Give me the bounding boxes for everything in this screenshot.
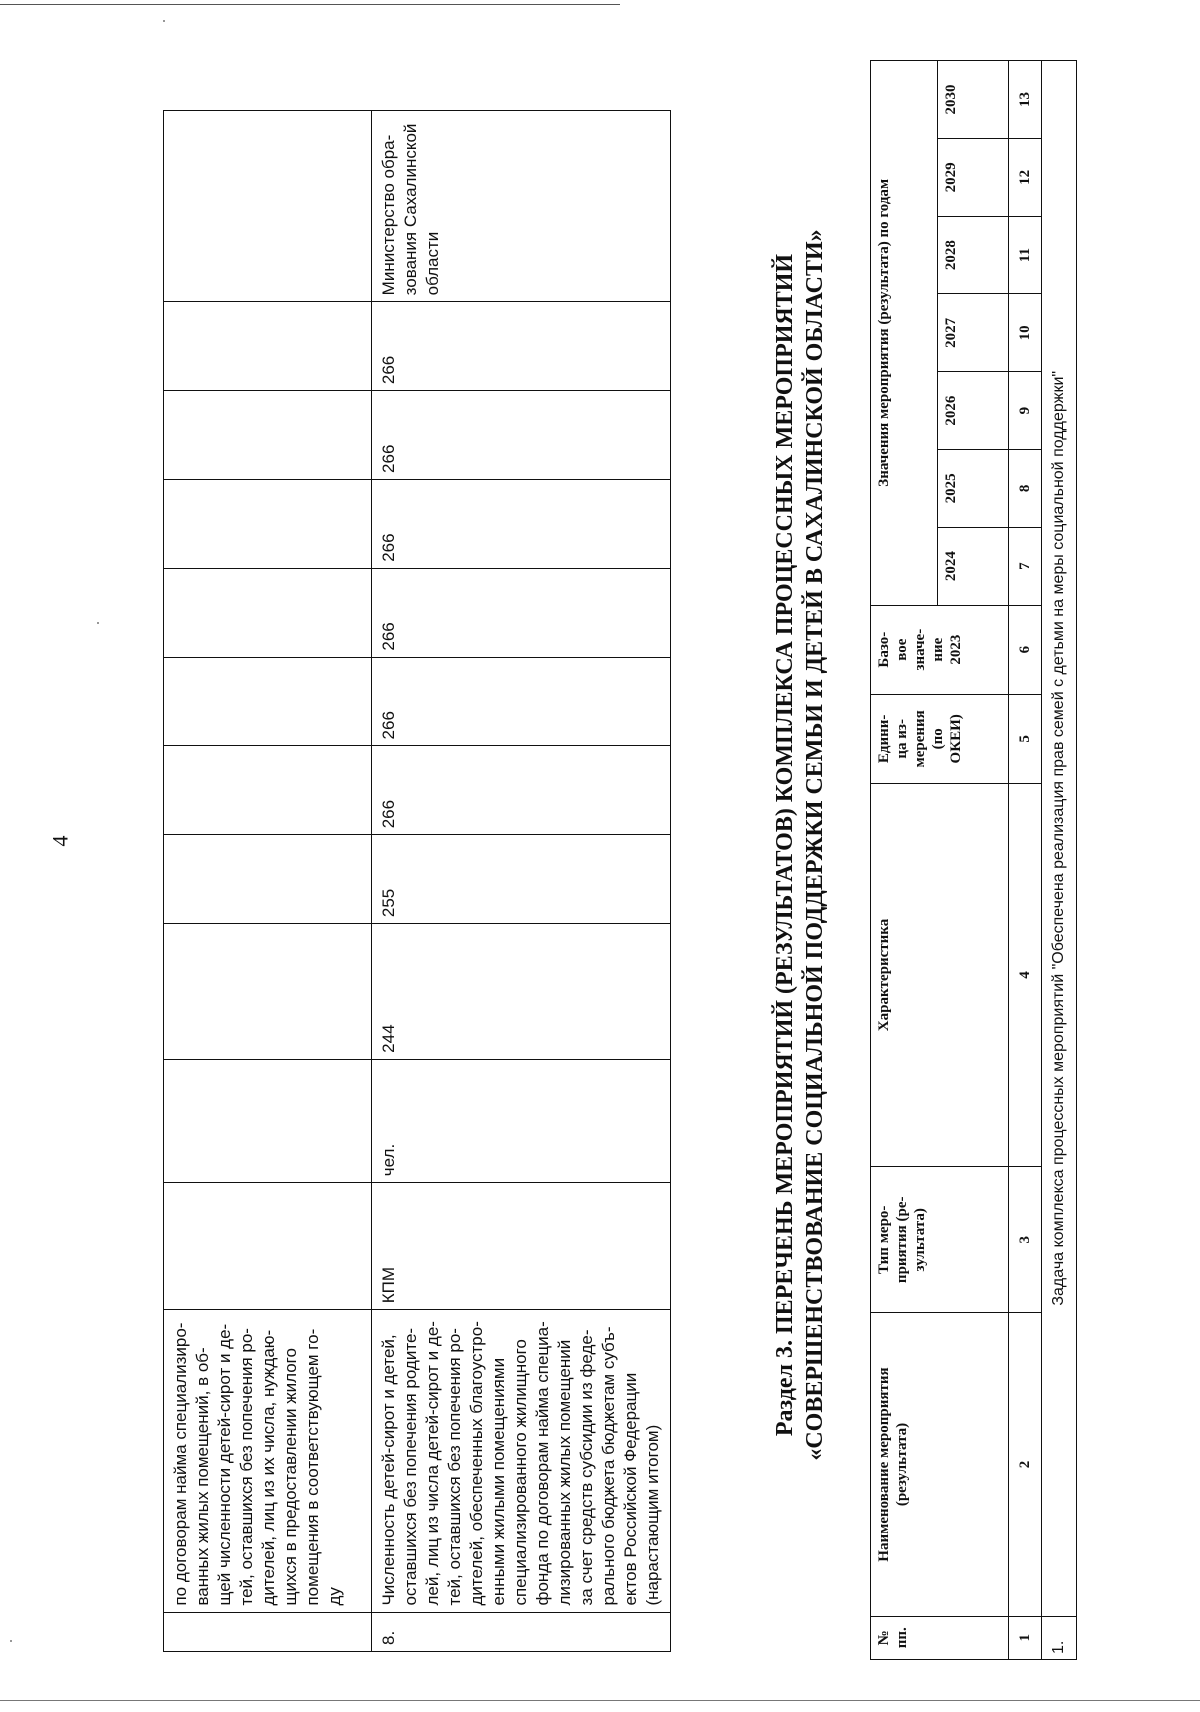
value-2029: [164, 391, 372, 480]
column-number: 1: [1009, 1616, 1042, 1659]
value-2026: 266: [372, 657, 671, 746]
indicator-unit: чел.: [372, 1059, 671, 1182]
column-number: 4: [1009, 783, 1042, 1166]
value-2024: 255: [372, 835, 671, 924]
indicator-level: КПМ: [372, 1183, 671, 1310]
indicator-base: 244: [372, 924, 671, 1060]
header-year: 2030: [938, 61, 1009, 139]
row-number: [164, 1612, 372, 1651]
column-number: 10: [1009, 294, 1042, 372]
header-base: Базо- вое значе- ние 2023: [871, 605, 1009, 694]
task-row: [1042, 61, 1077, 1660]
value-2028: [164, 479, 372, 568]
section-title-line-2: «СОВЕРШЕНСТВОВАНИЕ СОЦИАЛЬНОЙ ПОДДЕРЖКИ СЕМЬИ И ДЕТЕЙ В САХАЛИНСКОЙ ОБЛАСТИ»: [802, 229, 828, 1461]
indicator-level: [164, 1183, 372, 1310]
value-2030: [164, 302, 372, 391]
value-2024: [164, 835, 372, 924]
responsible: [164, 111, 372, 302]
page-number: 4: [47, 835, 73, 847]
table-row: [372, 111, 671, 1652]
column-number: 5: [1009, 694, 1042, 783]
header-year: 2027: [938, 294, 1009, 372]
measures-table: [870, 60, 1077, 1660]
value-2027: 266: [372, 568, 671, 657]
header-num: № пп.: [871, 1616, 1009, 1659]
column-number: 9: [1009, 372, 1042, 450]
header-unit: Едини- ца из- мерения (по ОКЕИ): [871, 694, 1009, 783]
section-title: [770, 50, 830, 1640]
header-year: 2024: [938, 527, 1009, 605]
indicators-table-continuation: [163, 110, 671, 1652]
column-number: 7: [1009, 527, 1042, 605]
value-2030: 266: [372, 302, 671, 391]
value-2025: [164, 746, 372, 835]
header-year: 2025: [938, 450, 1009, 528]
scan-edge-bottom: [0, 1700, 1200, 1701]
task-number: 1.: [1042, 1616, 1077, 1659]
row-number: 8.: [372, 1612, 671, 1651]
header-row: [871, 61, 938, 1660]
column-number: 8: [1009, 450, 1042, 528]
section-title-line-1: Раздел 3. ПЕРЕЧЕНЬ МЕРОПРИЯТИЙ (РЕЗУЛЬТАТОВ) КОМПЛЕКСА ПРОЦЕССНЫХ МЕРОПРИЯТИЙ: [772, 253, 798, 1437]
column-number: 6: [1009, 605, 1042, 694]
indicator-name: Численность детей-сирот и детей, оставшихся без попечения родите- лей, лиц из числа детей-сирот и де- тей, оставшихся без попечения ро- дителей, обеспеченных благоустро- енными жилыми помещениями специализированного жилищного фонда по договорам найма специа- лизированных жилых помещений за счет средств субсидии из феде- рального бюджета бюджетам субъ- ектов Российской Федерации (нарастающим итогом): [372, 1310, 671, 1612]
indicator-name: по договорам найма специализиро- ванных жилых помещений, в об- щей численности детей-сирот и де- тей, оставшихся без попечения ро- дителей, лиц из их числа, нуждаю- щихся в предоставлении жилого помещения в соответствующем го- ду: [164, 1310, 372, 1612]
column-number: 12: [1009, 138, 1042, 216]
column-number: 3: [1009, 1167, 1042, 1313]
value-2029: 266: [372, 391, 671, 480]
responsible: Министерство обра- зования Сахалинской области: [372, 111, 671, 302]
header-year: 2029: [938, 138, 1009, 216]
indicator-unit: [164, 1059, 372, 1182]
value-2028: 266: [372, 479, 671, 568]
column-numbers-row: [1009, 61, 1042, 1660]
column-number: 13: [1009, 61, 1042, 139]
table-row: [164, 111, 372, 1652]
header-year: 2028: [938, 216, 1009, 294]
header-year: 2026: [938, 372, 1009, 450]
value-2026: [164, 657, 372, 746]
header-characteristic: Характеристика: [871, 783, 1009, 1166]
header-type: Тип меро- приятия (ре- зультата): [871, 1167, 1009, 1313]
task-text: Задача комплекса процессных мероприятий "Обеспечена реализация прав семей с детьми на меры социальной поддержки": [1042, 61, 1077, 1617]
header-values-group: Значения мероприятия (результата) по годам: [871, 61, 938, 606]
column-number: 2: [1009, 1313, 1042, 1616]
value-2027: [164, 568, 372, 657]
header-name: Наименование мероприятия (результата): [871, 1313, 1009, 1616]
column-number: 11: [1009, 216, 1042, 294]
value-2025: 266: [372, 746, 671, 835]
indicator-base: [164, 924, 372, 1060]
